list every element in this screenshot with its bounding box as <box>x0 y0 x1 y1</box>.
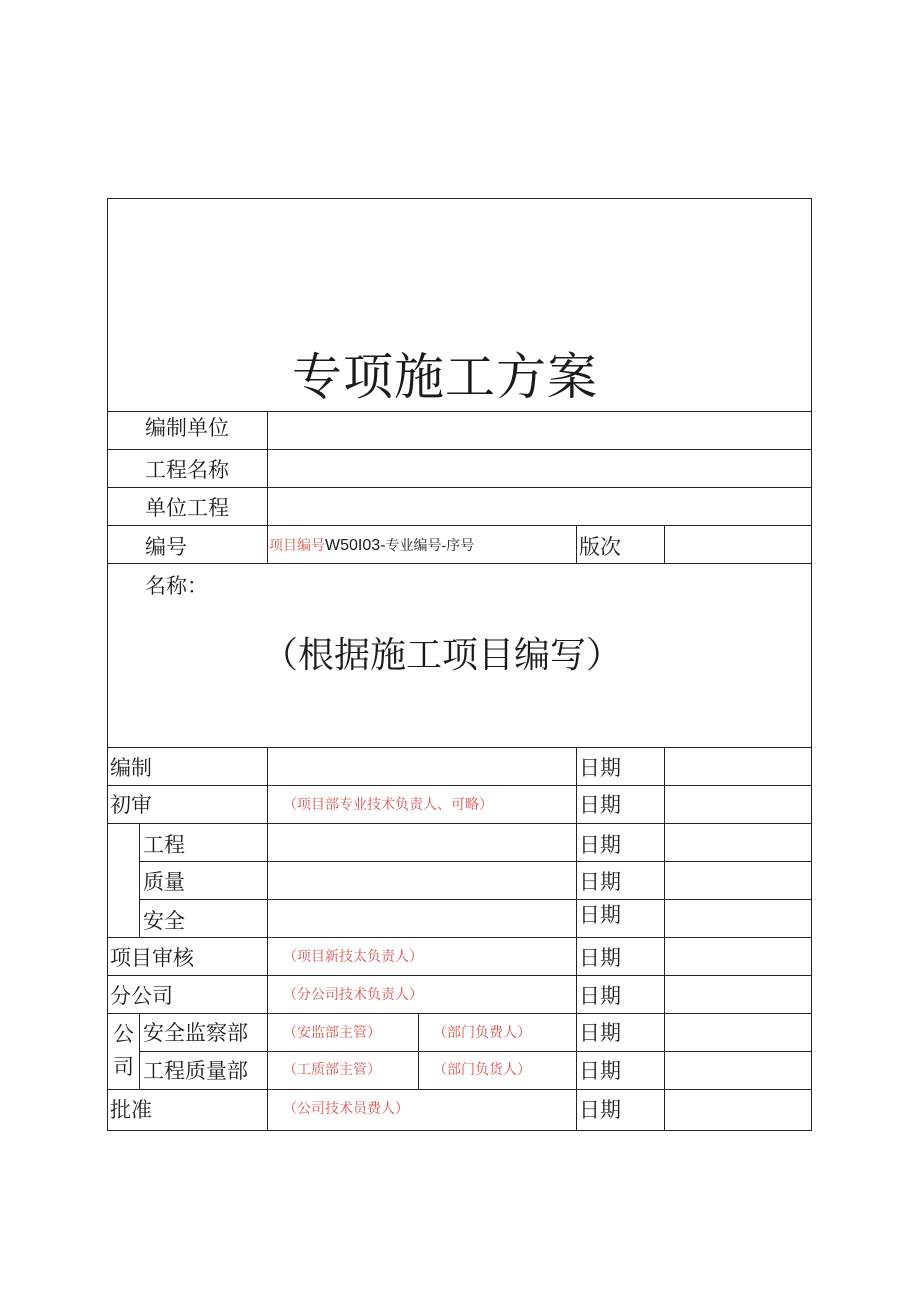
date-label: 日期 <box>579 793 621 817</box>
project-name-label: 工程名称 <box>145 458 229 482</box>
company-label-bottom: 司 <box>113 1055 134 1079</box>
col-divider <box>664 525 665 563</box>
safety-dept-hint: （安监部主管） <box>283 1025 381 1041</box>
quality-dept-label: 工程质量部 <box>143 1059 248 1083</box>
group-divider <box>139 1013 140 1089</box>
row-divider <box>107 449 812 450</box>
row-divider <box>107 487 812 488</box>
safety-label: 安全 <box>143 909 185 933</box>
row-divider <box>107 937 812 938</box>
company-label-top: 公 <box>113 1022 134 1046</box>
row-divider <box>139 899 812 900</box>
row-divider <box>139 1051 812 1052</box>
row-divider <box>107 1013 812 1014</box>
date-label: 日期 <box>579 833 621 857</box>
document-number-value <box>269 538 474 554</box>
safety-dept-label: 安全监察部 <box>143 1021 248 1045</box>
number-label: 编号 <box>145 535 187 559</box>
first-review-label: 初审 <box>110 793 152 817</box>
table-border-left <box>107 198 108 1131</box>
compile-unit-label: 编制单位 <box>145 416 229 440</box>
row-divider <box>107 1089 812 1090</box>
col-divider <box>418 1013 419 1089</box>
row-divider <box>107 411 812 412</box>
document-number-prefix: 项目编号 <box>269 538 325 554</box>
date-label: 日期 <box>579 1098 621 1122</box>
col-divider <box>664 747 665 1131</box>
row-divider <box>107 525 812 526</box>
compile-label: 编制 <box>110 756 152 780</box>
page-title: 专项施工方案 <box>292 348 598 406</box>
row-divider <box>107 785 812 786</box>
group-divider <box>139 823 140 937</box>
unit-project-label: 单位工程 <box>145 496 229 520</box>
row-divider <box>107 747 812 748</box>
name-placeholder: （根据施工项目编写） <box>262 635 623 676</box>
branch-hint: （分公司技术负责人） <box>283 987 423 1003</box>
document-number-code: W50I03- <box>325 537 386 554</box>
date-label: 日期 <box>579 1059 621 1083</box>
date-label: 日期 <box>579 946 621 970</box>
date-label: 日期 <box>579 756 621 780</box>
table-border-right <box>811 198 812 1131</box>
approve-hint: （公司技术员费人） <box>283 1101 409 1117</box>
quality-label: 质量 <box>143 870 185 894</box>
engineering-label: 工程 <box>143 833 185 857</box>
row-divider <box>107 563 812 564</box>
row-divider <box>107 823 812 824</box>
col-divider <box>576 525 577 563</box>
branch-label: 分公司 <box>110 984 173 1008</box>
row-divider <box>107 975 812 976</box>
first-review-hint: （项目部专业技术负责人、可略） <box>283 797 493 813</box>
col-divider <box>267 411 268 563</box>
table-border-top <box>107 198 812 199</box>
table-border-bottom <box>107 1130 812 1131</box>
version-label: 版次 <box>579 535 621 559</box>
date-label: 日期 <box>579 870 621 894</box>
date-label: 日期 <box>579 1021 621 1045</box>
approve-label: 批准 <box>110 1098 152 1122</box>
name-label: 名称： <box>145 574 208 598</box>
row-divider <box>139 861 812 862</box>
safety-dept-head-hint: （部门负费人） <box>433 1025 531 1041</box>
document-number-suffix: 专业编号-序号 <box>385 538 475 554</box>
col-divider <box>267 747 268 1131</box>
date-label: 日期 <box>579 903 621 927</box>
quality-dept-hint: （工质部主管） <box>283 1062 381 1078</box>
date-label: 日期 <box>579 984 621 1008</box>
project-review-label: 项目审核 <box>110 946 194 970</box>
quality-dept-head-hint: （部门负货人） <box>433 1062 531 1078</box>
project-review-hint: （项目新技太负责人） <box>283 949 423 965</box>
col-divider <box>576 747 577 1131</box>
